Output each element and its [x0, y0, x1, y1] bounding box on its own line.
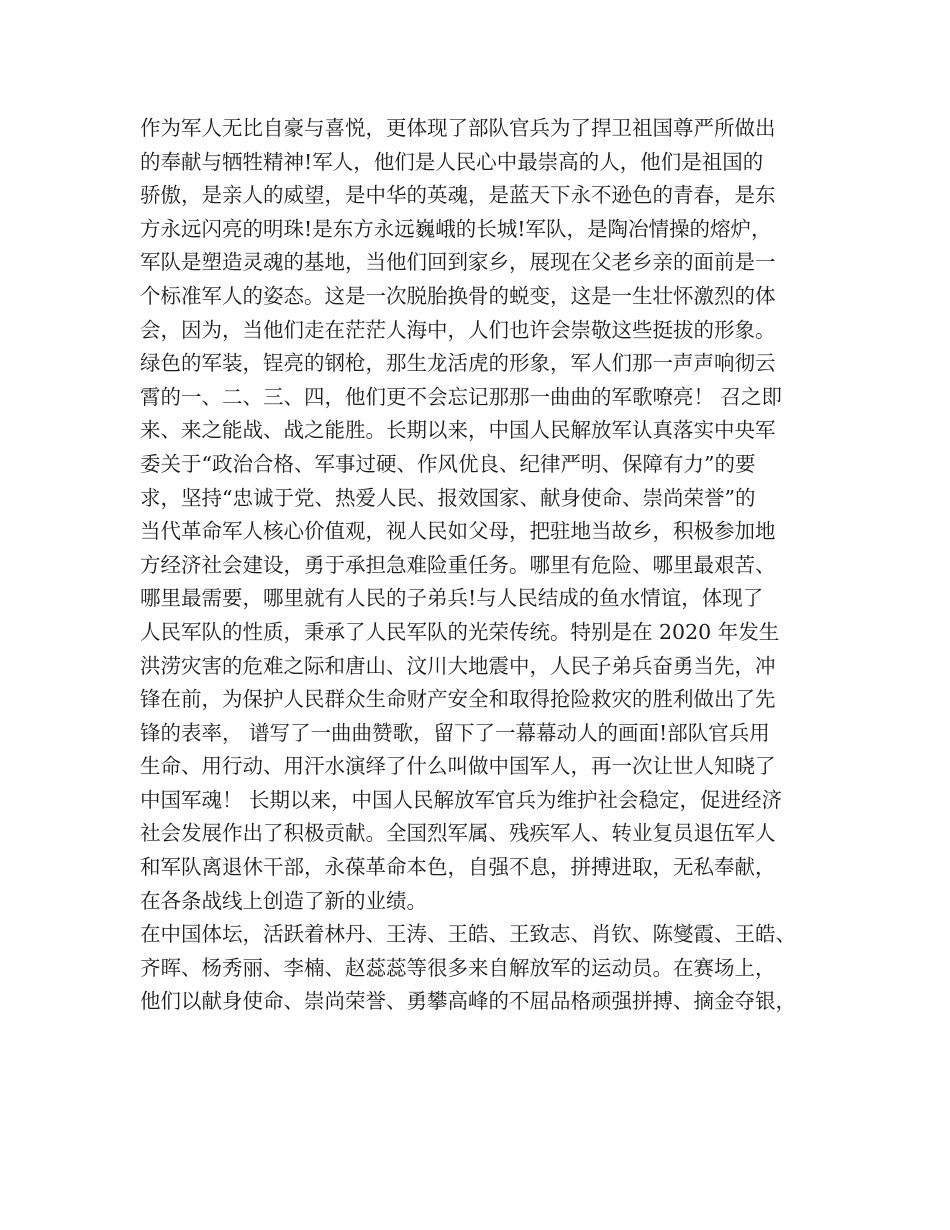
- text-line: 生命、用行动、用汗水演绎了什么叫做中国军人，再一次让世人知晓了: [140, 754, 776, 779]
- text-line: 和军队离退休干部，永葆革命本色，自强不息，拼搏进取，无私奉献，: [140, 855, 776, 880]
- text-line: 骄傲，是亲人的威望，是中华的英魂，是蓝天下永不逊色的青春，是东: [140, 183, 776, 208]
- text-line: 绿色的军装，锃亮的钢枪，那生龙活虎的形象，军人们那一声声响彻云: [140, 351, 776, 376]
- text-line: 来、来之能战、战之能胜。长期以来，中国人民解放军认真落实中央军: [140, 418, 776, 443]
- text-line: 人民军队的性质，秉承了人民军队的光荣传统。特别是在 2020 年发生: [140, 619, 780, 644]
- text-line: 社会发展作出了积极贡献。全国烈军属、残疾军人、转业复员退伍军人: [140, 821, 776, 846]
- text-line: 当代革命军人核心价值观，视人民如父母，把驻地当故乡，积极参加地: [140, 519, 776, 544]
- text-line: 作为军人无比自豪与喜悦，更体现了部队官兵为了捍卫祖国尊严所做出: [140, 116, 776, 140]
- text-line: 求，坚持“忠诚于党、热爱人民、报效国家、献身使命、崇尚荣誉”的: [140, 485, 756, 510]
- text-line: 军队是塑造灵魂的基地，当他们回到家乡，展现在父老乡亲的面前是一: [140, 250, 776, 275]
- text-line: 中国军魂！ 长期以来，中国人民解放军官兵为维护社会稳定，促进经济: [140, 787, 783, 812]
- text-line: 齐晖、杨秀丽、李楠、赵蕊蕊等很多来自解放军的运动员。在赛场上，: [140, 955, 776, 980]
- text-line: 锋的表率， 谱写了一曲曲赞歌，留下了一幕幕动人的画面!部队官兵用: [140, 720, 770, 745]
- text-line: 他们以献身使命、崇尚荣誉、勇攀高峰的不屈品格顽强拼搏、摘金夺银，: [140, 989, 796, 1014]
- text-line: 方经济社会建设，勇于承担急难险重任务。哪里有危险、哪里最艰苦、: [140, 552, 776, 577]
- text-line: 锋在前，为保护人民群众生命财产安全和取得抢险救灾的胜利做出了先: [140, 687, 776, 712]
- text-line: 在中国体坛，活跃着林丹、王涛、王皓、王致志、肖钦、陈燮霞、王皓、: [140, 922, 796, 947]
- body-text: [140, 112, 840, 1019]
- text-line: 个标准军人的姿态。这是一次脱胎换骨的蜕变，这是一生壮怀激烈的体: [140, 283, 776, 308]
- text-line: 的奉献与牺牲精神!军人，他们是人民心中最崇高的人，他们是祖国的: [140, 149, 764, 174]
- text-line: 方永远闪亮的明珠!是东方永远巍峨的长城!军队，是陶冶情操的熔炉，: [140, 216, 772, 241]
- text-line: 委关于“政治合格、军事过硬、作风优良、纪律严明、保障有力”的要: [140, 451, 756, 476]
- text-line: 哪里最需要，哪里就有人民的子弟兵!与人民结成的鱼水情谊，体现了: [140, 586, 764, 611]
- text-line: 霄的一、二、三、四，他们更不会忘记那那一曲曲的军歌嘹亮！ 召之即: [140, 384, 783, 409]
- text-line: 洪涝灾害的危难之际和唐山、汶川大地震中，人民子弟兵奋勇当先，冲: [140, 653, 776, 678]
- text-line: 在各条战线上创造了新的业绩。: [140, 888, 427, 913]
- text-line: 会，因为，当他们走在茫茫人海中，人们也许会崇敬这些挺拔的形象。: [140, 317, 776, 342]
